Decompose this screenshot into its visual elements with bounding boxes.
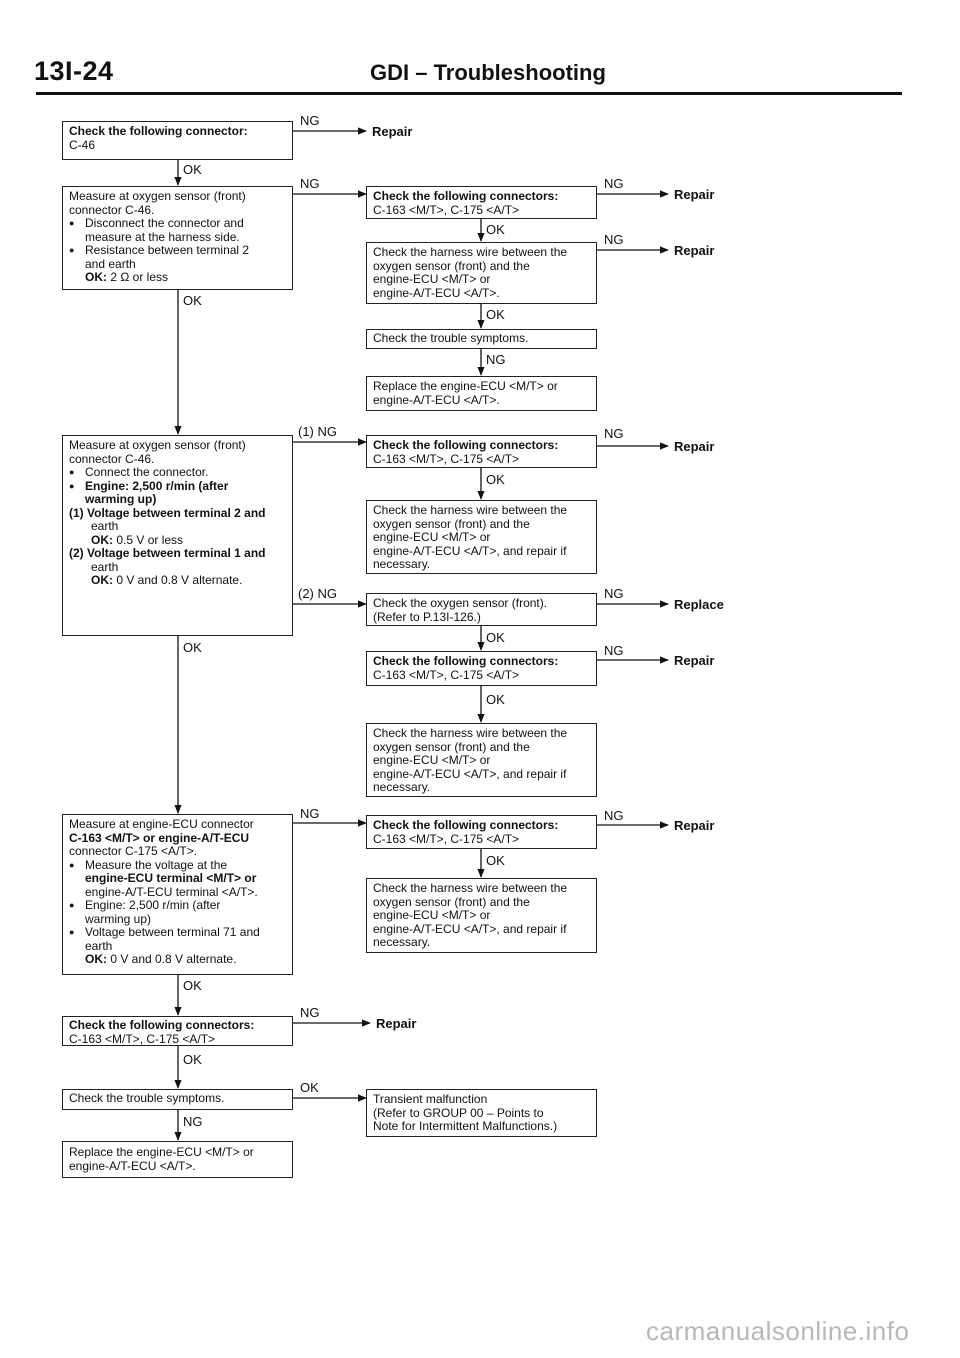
check-harness-box-3 xyxy=(366,723,597,797)
repair-result: Repair xyxy=(674,439,715,454)
repair-result: Repair xyxy=(674,187,715,202)
box-line: Check the trouble symptoms. xyxy=(69,1091,225,1105)
box-line: Check the following connectors: xyxy=(373,818,559,832)
box-line: Measure at oxygen sensor (front) xyxy=(69,189,246,203)
box-line: C-163 <M/T>, C-175 <A/T> xyxy=(69,1031,216,1046)
box-line: Check the harness wire between the xyxy=(373,726,568,740)
ok-spec xyxy=(69,271,286,285)
repair-result: Repair xyxy=(376,1016,417,1031)
bullet-line: ● Connect the connector. xyxy=(69,466,286,480)
ok-spec xyxy=(69,953,286,967)
bullet-line: ● Engine: 2,500 r/min (after xyxy=(69,480,286,494)
ok-label: OK xyxy=(486,307,505,322)
box-line: necessary. xyxy=(373,557,431,571)
box-line: connector C-175 <A/T>. xyxy=(69,844,198,858)
box-line: oxygen sensor (front) and the xyxy=(373,739,530,754)
box-line: measure at the harness side. xyxy=(85,229,240,244)
box-line: engine-ECU terminal <M/T> or xyxy=(85,871,257,885)
box-line: earth xyxy=(85,938,113,953)
box-line: Check the oxygen sensor (front). xyxy=(373,596,548,610)
box-line: (Refer to P.13I-126.) xyxy=(373,609,481,624)
box-line: Replace the engine-ECU <M/T> or xyxy=(69,1145,254,1159)
box-line: earth xyxy=(91,559,119,574)
box-line: Check the following connectors: xyxy=(69,1018,255,1032)
box-line: Replace the engine-ECU <M/T> or xyxy=(373,379,558,393)
box-line: C-163 <M/T>, C-175 <A/T> xyxy=(373,202,520,217)
replace-ecu-box-2 xyxy=(62,1141,293,1178)
ng-label: NG xyxy=(604,232,624,247)
ok-label: OK xyxy=(486,630,505,645)
transient-malfunction-box xyxy=(366,1089,597,1137)
box-line: C-163 <M/T>, C-175 <A/T> xyxy=(373,451,520,466)
box-line: engine-A/T-ECU <A/T>, and repair if xyxy=(373,543,567,558)
repair-result: Repair xyxy=(674,243,715,258)
check-harness-box-4 xyxy=(366,878,597,953)
ok-spec xyxy=(69,574,286,588)
ng-label: NG xyxy=(604,426,624,441)
ok-spec xyxy=(69,534,286,548)
ok-key: OK: xyxy=(85,952,107,966)
bullet-line: ● Engine: 2,500 r/min (after xyxy=(69,899,286,913)
box-line: engine-ECU <M/T> or xyxy=(373,272,491,286)
ng-label: NG xyxy=(183,1114,203,1129)
numbered-line: (1) Voltage between terminal 2 and xyxy=(69,505,266,520)
ok-label: OK xyxy=(486,692,505,707)
page-title: GDI – Troubleshooting xyxy=(370,60,606,85)
check-connectors-box-4 xyxy=(366,815,597,849)
numbered-line: (2) Voltage between terminal 1 and xyxy=(69,546,266,560)
box-line: C-46 xyxy=(69,137,96,152)
ok-label: OK xyxy=(183,293,202,308)
box-line: engine-A/T-ECU <A/T>. xyxy=(373,392,500,407)
check-connector-c46-box xyxy=(62,121,293,160)
ng-label: NG xyxy=(604,176,624,191)
replace-ecu-box-1 xyxy=(366,376,597,411)
ok-label: OK xyxy=(183,1052,202,1067)
bullet-line: ● Measure the voltage at the xyxy=(69,859,286,873)
check-connectors-box-2 xyxy=(366,435,597,468)
box-line: Check the following connectors: xyxy=(373,654,559,668)
box-line: engine-A/T-ECU <A/T>. xyxy=(69,1158,196,1173)
ok-key: OK: xyxy=(85,270,107,284)
box-line: necessary. xyxy=(373,780,431,794)
check-symptoms-box-1 xyxy=(366,329,597,349)
ok-label: OK xyxy=(300,1080,319,1095)
box-line: (Refer to GROUP 00 – Points to xyxy=(373,1105,544,1120)
check-connectors-box-5 xyxy=(62,1016,293,1046)
box-line: Check the harness wire between the xyxy=(373,245,568,259)
box-line: Transient malfunction xyxy=(373,1092,488,1106)
box-line: engine-ECU <M/T> or xyxy=(373,530,491,544)
ng-label: NG xyxy=(604,643,624,658)
box-line: oxygen sensor (front) and the xyxy=(373,516,530,531)
box-line: earth xyxy=(91,519,119,533)
ok-label: OK xyxy=(486,853,505,868)
ok-label: OK xyxy=(486,472,505,487)
bullet-line: ● Resistance between terminal 2 xyxy=(69,244,286,258)
check-harness-box-1 xyxy=(366,242,597,304)
ng-label: NG xyxy=(300,176,320,191)
measure-voltage-box xyxy=(62,435,293,636)
check-harness-box-2 xyxy=(366,500,597,574)
box-line: Check the following connectors: xyxy=(373,438,559,452)
ok-label: OK xyxy=(183,162,202,177)
ng-label-1: (1) NG xyxy=(298,424,337,439)
box-line: Check the harness wire between the xyxy=(373,503,568,517)
ok-label: OK xyxy=(486,222,505,237)
box-line: engine-ECU <M/T> or xyxy=(373,908,491,922)
ng-label: NG xyxy=(604,586,624,601)
page-number: 13I-24 xyxy=(34,56,114,86)
ok-value: 2 Ω or less xyxy=(107,270,168,284)
ng-label: NG xyxy=(300,113,320,128)
box-line: Check the trouble symptoms. xyxy=(373,331,529,345)
ng-label-2: (2) NG xyxy=(298,586,337,601)
ng-label: NG xyxy=(486,352,506,367)
ok-key: OK: xyxy=(91,573,113,587)
ok-label: OK xyxy=(183,978,202,993)
ok-label: OK xyxy=(183,640,202,655)
ng-label: NG xyxy=(300,1005,320,1020)
box-line: engine-A/T-ECU <A/T>. xyxy=(373,285,500,300)
repair-result: Repair xyxy=(372,124,413,139)
box-line: Measure at oxygen sensor (front) xyxy=(69,438,246,452)
box-line: engine-A/T-ECU <A/T>, and repair if xyxy=(373,921,567,936)
replace-result: Replace xyxy=(674,597,724,612)
box-line: Measure at engine-ECU connector xyxy=(69,817,254,831)
box-line: warming up) xyxy=(85,492,157,506)
box-line: C-163 <M/T>, C-175 <A/T> xyxy=(373,667,520,682)
box-line: C-163 <M/T> or engine-A/T-ECU xyxy=(69,830,250,845)
check-symptoms-box-2 xyxy=(62,1089,293,1110)
watermark: carmanualsonline.info xyxy=(646,1316,910,1346)
repair-result: Repair xyxy=(674,818,715,833)
measure-ecu-voltage-box xyxy=(62,814,293,975)
check-connectors-box-1 xyxy=(366,186,597,219)
box-line: engine-ECU <M/T> or xyxy=(373,753,491,767)
repair-result: Repair xyxy=(674,653,715,668)
box-line: Check the following connector: xyxy=(69,124,248,138)
measure-resistance-box xyxy=(62,186,293,290)
bullet-line: ● Voltage between terminal 71 and xyxy=(69,926,286,940)
box-line: connector C-46. xyxy=(69,451,155,466)
box-line: oxygen sensor (front) and the xyxy=(373,258,530,273)
ok-key: OK: xyxy=(91,532,113,547)
box-line: engine-A/T-ECU terminal <A/T>. xyxy=(85,884,258,899)
box-line: Check the following connectors: xyxy=(373,189,559,203)
check-connectors-box-3 xyxy=(366,651,597,686)
box-line: Check the harness wire between the xyxy=(373,881,568,895)
box-line: oxygen sensor (front) and the xyxy=(373,894,530,909)
ng-label: NG xyxy=(604,808,624,823)
check-oxygen-sensor-box xyxy=(366,593,597,626)
box-line: Note for Intermittent Malfunctions.) xyxy=(373,1119,558,1133)
ok-value: 0.5 V or less xyxy=(113,532,184,547)
box-line: connector C-46. xyxy=(69,202,155,217)
box-line: C-163 <M/T>, C-175 <A/T> xyxy=(373,831,520,846)
box-line: engine-A/T-ECU <A/T>, and repair if xyxy=(373,766,567,781)
box-line: and earth xyxy=(85,256,136,271)
ok-value: 0 V and 0.8 V alternate. xyxy=(113,573,243,587)
box-line: warming up) xyxy=(85,911,152,926)
bullet-line: ● Disconnect the connector and xyxy=(69,217,286,231)
ng-label: NG xyxy=(300,806,320,821)
box-line: necessary. xyxy=(373,935,431,949)
ok-value: 0 V and 0.8 V alternate. xyxy=(107,952,237,966)
